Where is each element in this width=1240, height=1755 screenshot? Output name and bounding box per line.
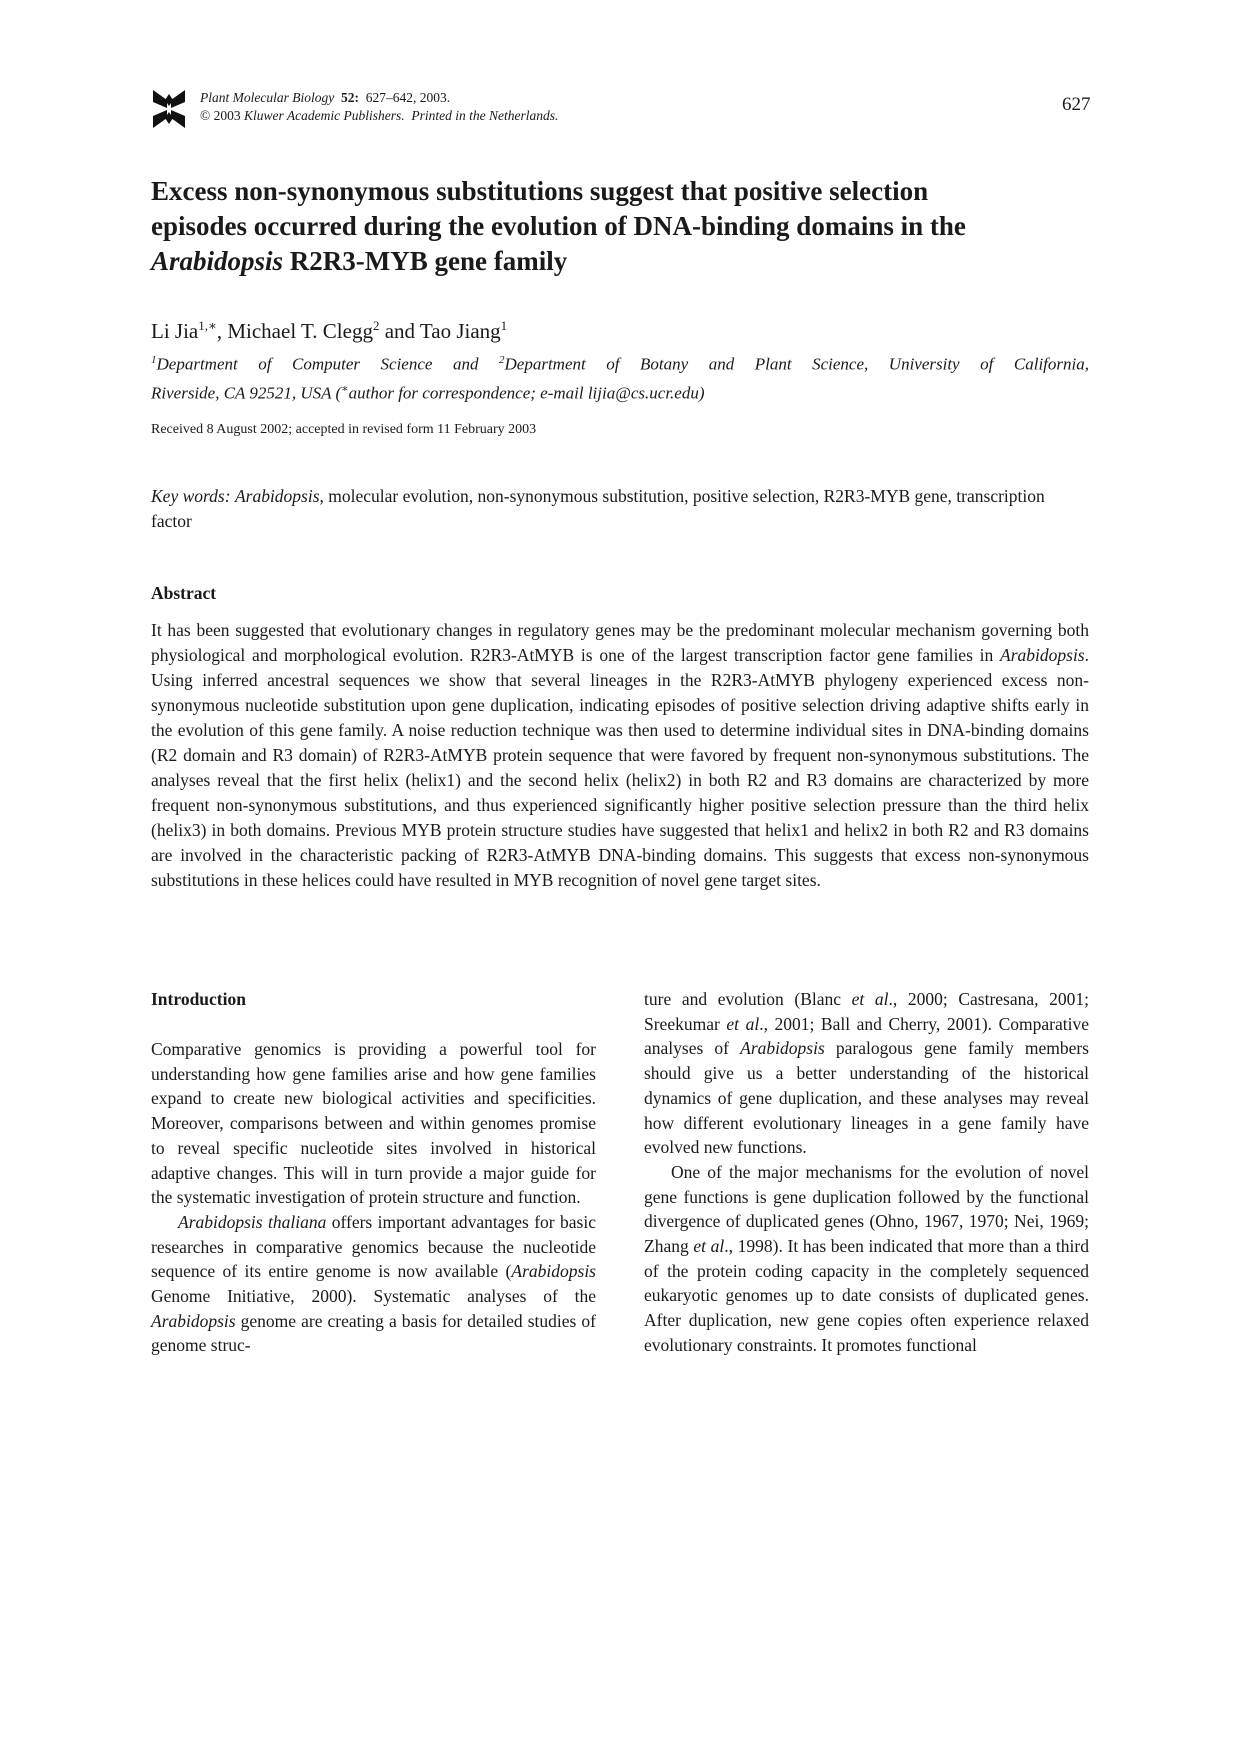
abstract-text-1: It has been suggested that evolutionary changes in regulatory genes may be the predominant molecular mechanism governing both physiological and morphological evolution. R2R3-AtMYB is one of the largest transcription factor gene families in: [151, 620, 1089, 665]
author-3: Tao Jiang: [419, 319, 501, 343]
intro-text: paralogous gene family members should give us a better understanding of the historical dynamics of gene duplication, and these analyses may reveal how different evolutionary lineages in a gene family have evolved new functions.: [644, 1038, 1089, 1158]
title-line-1: Excess non-synonymous substitutions suggest that positive selection: [151, 176, 929, 206]
intro-text: offers important advantages for basic researches in comparative genomics because the nucleotide sequence of its entire genome is now available (: [151, 1211, 596, 1282]
journal-header: [200, 89, 558, 125]
title-line-2: episodes occurred during the evolution of DNA-binding domains in the: [151, 211, 966, 241]
author-1-affil: 1,∗: [198, 318, 217, 333]
keywords-label: Key words:: [151, 486, 231, 506]
affil-marker-1: 1: [151, 354, 157, 366]
et-al: et al: [726, 1013, 760, 1034]
right-column: [644, 987, 1089, 1358]
corresponding-marker: ∗: [341, 382, 349, 395]
intro-text: Genome Initiative, 2000). Systematic analyses of the: [151, 1286, 596, 1307]
genus-name: Arabidopsis: [740, 1038, 825, 1059]
author-list: [151, 318, 507, 344]
abstract-body: [151, 618, 1089, 893]
abstract-heading: Abstract: [151, 583, 217, 603]
author-1: Li Jia: [151, 319, 199, 343]
journal-volume: 52:: [340, 90, 359, 105]
et-al: et al: [851, 989, 889, 1009]
affiliations: [151, 348, 1089, 405]
publisher-name: Kluwer Academic Publishers.: [244, 108, 405, 123]
author-2-affil: 2: [372, 318, 380, 333]
intro-text: ture and evolution (Blanc: [644, 989, 852, 1009]
author-separator: and: [379, 319, 420, 343]
left-column: [151, 1037, 596, 1358]
affil-botany: Department of Botany and Plant Science, University of California,: [504, 354, 1089, 374]
intro-text: ., 2001; Ball and Cherry, 2001). Comparative analyses of: [644, 1013, 1090, 1059]
corresponding-email: author for correspondence; e-mail lijia@cs.ucr.edu): [348, 383, 705, 403]
journal-pages-year: 627–642, 2003.: [365, 90, 451, 105]
paper-title: [151, 174, 1091, 279]
received-dates: Received 8 August 2002; accepted in revised form 11 February 2003: [151, 422, 537, 437]
intro-text: genome are creating a basis for detailed studies of genome struc-: [151, 1310, 596, 1356]
copyright-year: 2003: [213, 108, 241, 123]
page-number: 627: [1062, 94, 1091, 115]
intro-text: One of the major mechanisms for the evolution of novel gene functions is gene duplication followed by the functional divergence of duplicated genes (Ohno, 1967, 1970; Nei, 1969; Zhang: [644, 1161, 1089, 1257]
introduction-heading: Introduction: [151, 989, 246, 1009]
affil-cs: Department of Computer Science and: [156, 354, 500, 374]
title-line-3: R2R3-MYB gene family: [283, 246, 568, 276]
genus-name: Arabidopsis: [151, 1310, 236, 1331]
affiliation-line-2: [151, 377, 1089, 406]
printed-note: Printed in the Netherlands.: [411, 108, 559, 123]
abstract-text-2: . Using inferred ancestral sequences we show that several lineages in the R2R3-AtMYB phylogeny experienced excess non-synonymous nucleotide substitution upon gene duplication, indicating episodes of positive selection driving adaptive shifts early in the evolution of this gene family. A noise reduction technique was then used to determine individual sites in DNA-binding domains (R2 domain and R3 domain) of R2R3-AtMYB protein sequence that were favored by frequent non-synonymous substitutions. The analyses reveal that the first helix (helix1) and the second helix (helix2) in both R2 and R3 domains are characterized by more frequent non-synonymous substitutions, and thus experienced significantly higher positive selection pressure than the third helix (helix3) in both domains. Previous MYB protein structure studies have suggested that helix1 and helix2 in both R2 and R3 domains are involved in the characteristic packing of R2R3-AtMYB DNA-binding domains. This suggests that excess non-synonymous substitutions in these helices could have resulted in MYB recognition of novel gene target sites.: [151, 645, 1089, 890]
keyword-genus: Arabidopsis: [234, 486, 320, 506]
copyright-symbol: ©: [200, 108, 211, 123]
et-al: et al: [693, 1236, 725, 1257]
abstract-genus: Arabidopsis: [1000, 645, 1085, 665]
intro-paragraph-2: [151, 1210, 596, 1358]
affil-marker-2: 2: [499, 354, 505, 366]
author-3-affil: 1: [500, 318, 508, 333]
keywords-list: , molecular evolution, non-synonymous substitution, positive selection, R2R3-MYB gene, transcription factor: [151, 486, 1045, 531]
affil-address: Riverside, CA 92521, USA (: [151, 383, 342, 403]
intro-text: ., 1998). It has been indicated that more than a third of the protein coding capacity in the completely sequenced eukaryotic genomes up to date consists of duplicated genes. After duplication, new gene copies often experience relaxed evolutionary constraints. It promotes functional: [644, 1236, 1089, 1355]
author-2: Michael T. Clegg: [227, 319, 373, 343]
intro-text: ., 2000; Castresana, 2001; Sreekumar: [644, 989, 1089, 1034]
intro-paragraph-4: [644, 1160, 1089, 1358]
species-name: Arabidopsis thaliana: [178, 1211, 327, 1232]
intro-paragraph-3: [644, 987, 1089, 1160]
title-italic-genus: Arabidopsis: [151, 246, 284, 276]
author-separator: ,: [216, 319, 228, 343]
keywords: [151, 484, 1089, 534]
intro-paragraph-1: Comparative genomics is providing a powerful tool for understanding how gene families arise and how gene families expand to create new biological activities and specificities. Moreover, comparisons between and within genomes promise to reveal specific nucleotide sites involved in historical adaptive changes. This will in turn provide a major guide for the systematic investigation of protein structure and function.: [151, 1039, 596, 1208]
journal-name: Plant Molecular Biology: [200, 90, 335, 105]
genus-name: Arabidopsis: [511, 1261, 596, 1282]
affiliation-line-1: [151, 348, 1089, 377]
publisher-logo-icon: [151, 88, 187, 130]
